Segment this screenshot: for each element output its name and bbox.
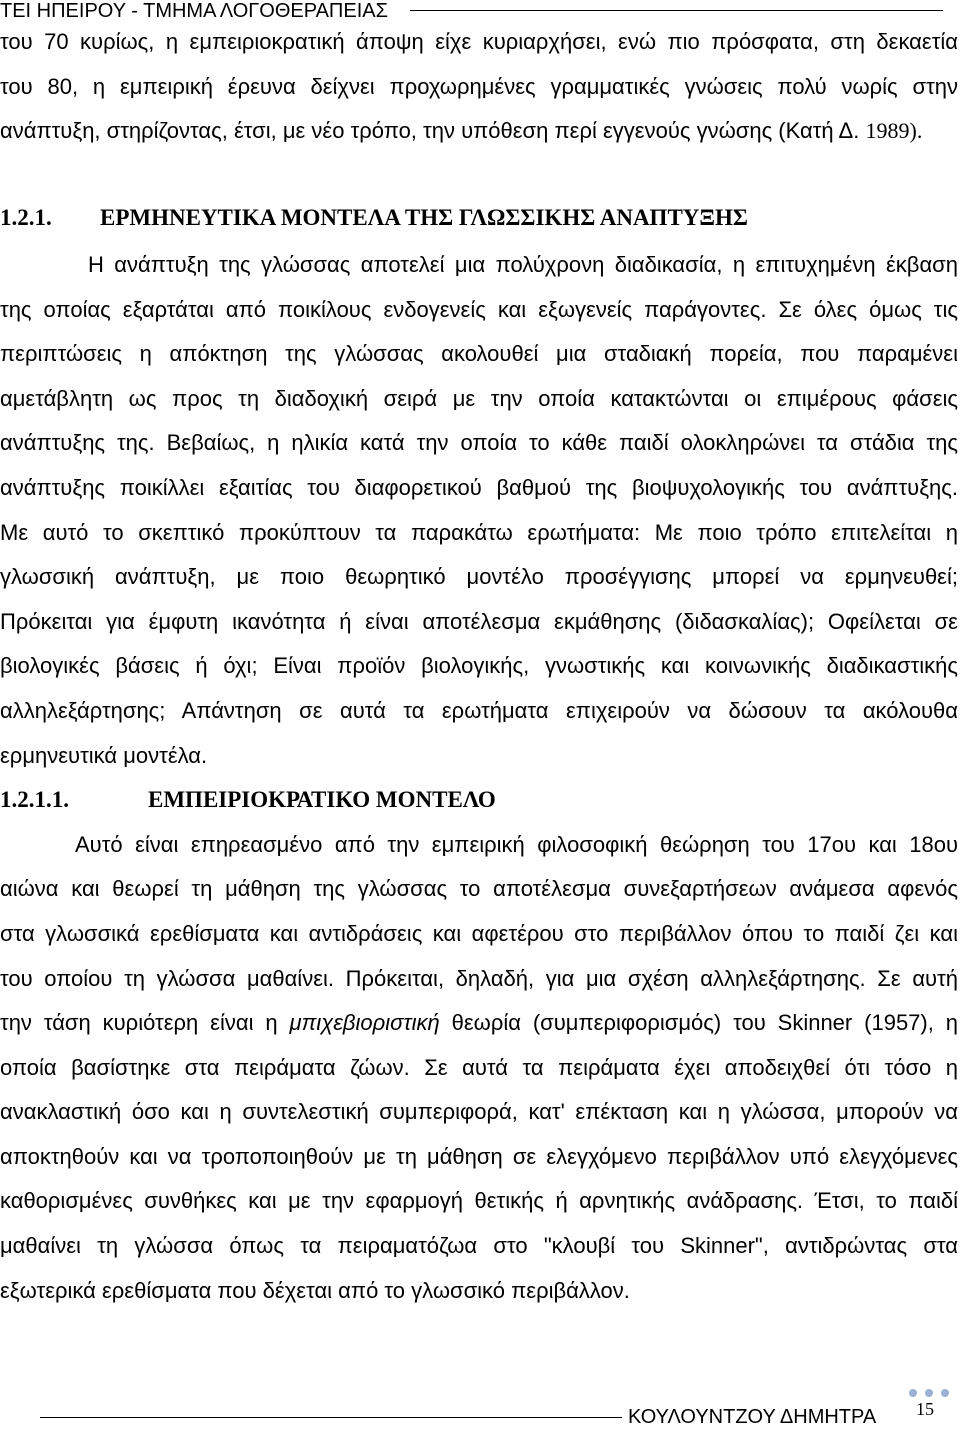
- text-line: αποκτηθούν και να τροποποιηθούν με τη μάθηση σε ελεγχόμενο περιβάλλον υπό ελεγχόμενες: [0, 1143, 958, 1169]
- text-line: του 70 κυρίως, η εμπειριοκρατική άποψη είχε κυριαρχήσει, ενώ πιο πρόσφατα, στη δεκαετία: [0, 29, 958, 54]
- section-number: 1.2.1.: [0, 205, 52, 230]
- header-rule: [410, 10, 943, 11]
- footer-author: ΚΟΥΛΟΥΝΤΖΟΥ ΔΗΜΗΤΡΑ: [628, 1406, 877, 1428]
- page-header: [0, 0, 960, 22]
- text-line: Πρόκειται για έμφυτη ικανότητα ή είναι αποτέλεσμα εκμάθησης (διδασκαλίας); Οφείλεται σε: [0, 608, 958, 634]
- section-heading: [0, 196, 958, 240]
- subsection-number: 1.2.1.1.: [0, 787, 69, 813]
- text-line: ερμηνευτικά μοντέλα.: [0, 742, 208, 768]
- text-line: αλληλεξάρτησης; Απάντηση σε αυτά τα ερωτήματα επιχειρούν να δώσουν τα ακόλουθα: [0, 697, 958, 723]
- text-segment: ανάπτυξη, στηρίζοντας, έτσι, με νέο τρόπο, την υπόθεση περί εγγενούς γνώσης (Κατή Δ.: [0, 118, 860, 144]
- intro-paragraph: [0, 20, 958, 154]
- header-title: ΤΕΙ ΗΠΕΙΡΟΥ - ΤΜΗΜΑ ΛΟΓΟΘΕΡΑΠΕΙΑΣ: [0, 0, 388, 22]
- text-line: ανάπτυξης της. Βεβαίως, η ηλικία κατά την οποία το κάθε παιδί ολοκληρώνει τα στάδια της: [0, 430, 958, 456]
- text-line: του οποίου τη γλώσσα μαθαίνει. Πρόκειται, δηλαδή, για μια σχέση αλληλεξάρτησης. Σε αυτή: [0, 965, 958, 991]
- subsection-title: ΕΜΠΕΙΡΙΟΚΡΑΤΙΚΟ ΜΟΝΤΕΛΟ: [148, 787, 496, 813]
- text-line: οποία βασίστηκε στα πειράματα ζώων. Σε αυτά τα πειράματα έχει αποδειχθεί ότι τόσο η: [0, 1054, 958, 1080]
- text-line: στα γλωσσικά ερεθίσματα και αντιδράσεις και αφετέρου στο περιβάλλον όπου το παιδί ζει και: [0, 920, 958, 946]
- text-line: ανακλαστική όσο και η συντελεστική συμπεριφορά, κατ' επέκταση και η γλώσσα, μπορούν να: [0, 1099, 958, 1125]
- text-line: γλωσσική ανάπτυξη, με ποιο θεωρητικό μοντέλο προσέγγισης μπορεί να ερμηνευθεί;: [0, 564, 958, 590]
- text-line: περιπτώσεις η απόκτηση της γλώσσας ακολουθεί μια σταδιακή πορεία, που παραμένει: [0, 341, 958, 367]
- footer-dot: [909, 1389, 917, 1397]
- paragraph: [0, 243, 958, 778]
- text-line: καθορισμένες συνθήκες και με την εφαρμογή θετικής ή αρνητικής ανάδρασης. Έτσι, το παιδί: [0, 1188, 958, 1214]
- text-line: Αυτό είναι επηρεασμένο από την εμπειρική φιλοσοφική θεώρηση του 17ου και 18ου: [75, 831, 958, 857]
- text-line: αιώνα και θεωρεί τη μάθηση της γλώσσας το αποτέλεσμα συνεξαρτήσεων ανάμεσα αφενός: [0, 876, 958, 902]
- paragraph: [0, 823, 958, 1314]
- footer-rule: [40, 1417, 622, 1418]
- footer-dot: [925, 1389, 933, 1397]
- text-line: αμετάβλητη ως προς τη διαδοχική σειρά με την οποία κατακτώνται οι επιμέρους φάσεις: [0, 385, 958, 411]
- text-line: βιολογικές βάσεις ή όχι; Είναι προϊόν βιολογικής, γνωστικής και κοινωνικής διαδικαστικής: [0, 653, 958, 679]
- italic-term: μπιχεβιοριστική: [289, 1010, 440, 1036]
- text-line: ανάπτυξης ποικίλλει εξαιτίας του διαφορετικού βαθμού της βιοψυχολογικής του ανάπτυξης.: [0, 474, 958, 500]
- citation-year: 1989).: [865, 118, 923, 144]
- text-line: [0, 109, 958, 154]
- text-line: μαθαίνει τη γλώσσα όπως τα πειραματόζωα στο "κλουβί του Skinner", αντιδρώντας στα: [0, 1233, 958, 1259]
- main-body: [0, 243, 958, 1313]
- text-segment: την τάση κυριότερη είναι η: [0, 1010, 278, 1036]
- text-line: εξωτερικά ερεθίσματα που δέχεται από το γλωσσικό περιβάλλον.: [0, 1277, 630, 1303]
- page-number: 15: [916, 1399, 934, 1419]
- section-title: ΕΡΜΗΝΕΥΤΙΚΑ ΜΟΝΤΕΛΑ ΤΗΣ ΓΛΩΣΣΙΚΗΣ ΑΝΑΠΤΥΞΗΣ: [100, 205, 748, 230]
- text-line: Με αυτό το σκεπτικό προκύπτουν τα παρακάτω ερωτήματα: Με ποιο τρόπο επιτελείται η: [0, 519, 958, 545]
- text-line: της οποίας εξαρτάται από ποικίλους ενδογενείς και εξωγενείς παράγοντες. Σε όλες όμως τις: [0, 296, 958, 322]
- text-line: [0, 1001, 958, 1046]
- text-line: του 80, η εμπειρική έρευνα δείχνει προχωρημένες γραμματικές γνώσεις πολύ νωρίς στην: [0, 73, 958, 99]
- footer-dot: [941, 1389, 949, 1397]
- subsection-heading: [0, 778, 958, 823]
- text-line: Η ανάπτυξη της γλώσσας αποτελεί μια πολύχρονη διαδικασία, η επιτυχημένη έκβαση: [88, 252, 958, 277]
- text-segment: θεωρία (συμπεριφορισμός) του Skinner (1957), η: [451, 1010, 958, 1036]
